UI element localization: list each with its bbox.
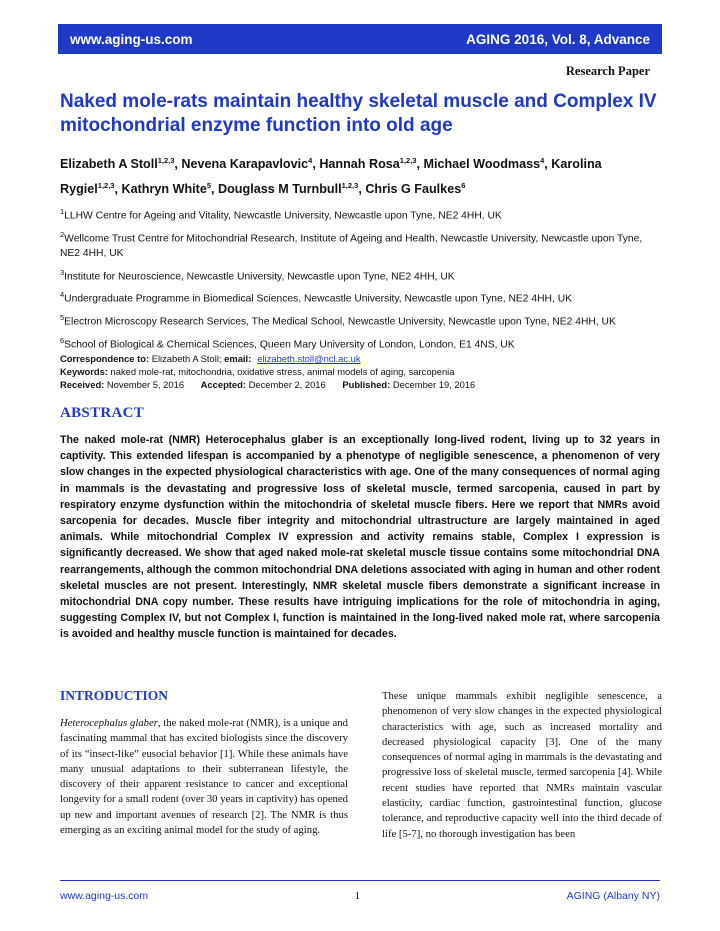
keywords-label: Keywords: bbox=[60, 366, 108, 377]
affiliation-text: Institute for Neuroscience, Newcastle University, Newcastle upon Tyne, NE2 4HH, UK bbox=[64, 271, 455, 283]
published-date: December 19, 2016 bbox=[392, 379, 476, 390]
correspondence-line bbox=[60, 352, 660, 365]
author-name: Chris G Faulkes bbox=[365, 182, 462, 197]
author-name: Elizabeth A Stoll bbox=[60, 157, 158, 172]
affiliation-item bbox=[60, 333, 660, 353]
correspondence-email-link[interactable]: elizabeth.stoll@ncl.ac.uk bbox=[257, 353, 361, 364]
header-url[interactable]: www.aging-us.com bbox=[70, 31, 193, 47]
footer-journal: AGING (Albany NY) bbox=[566, 890, 660, 902]
affiliation-text: School of Biological & Chemical Sciences, Queen Mary University of London, London, E1 4NS, UK bbox=[64, 339, 515, 351]
author-name: Michael Woodmass bbox=[423, 157, 541, 172]
keywords-text: naked mole-rat, mitochondria, oxidative stress, animal models of aging, sarcopenia bbox=[110, 366, 455, 377]
affiliation-text: Undergraduate Programme in Biomedical Sciences, Newcastle University, Newcastle upon Tyne, NE2 4HH, UK bbox=[64, 293, 572, 305]
page-number: 1 bbox=[354, 890, 361, 902]
affiliation-item bbox=[60, 310, 660, 330]
affiliation-number: 1 bbox=[60, 207, 65, 216]
author-name: Karolina Rygiel bbox=[60, 157, 602, 197]
journal-header-bar bbox=[58, 24, 662, 54]
author-affiliation-marker: 1,2,3 bbox=[399, 156, 417, 165]
affiliation-item bbox=[60, 204, 660, 224]
author-name: Douglass M Turnbull bbox=[218, 182, 342, 197]
introduction-heading: INTRODUCTION bbox=[60, 688, 169, 703]
footer-divider bbox=[60, 880, 660, 881]
author-affiliation-marker: 4 bbox=[540, 156, 545, 165]
affiliation-number: 5 bbox=[60, 313, 65, 323]
affiliation-item bbox=[60, 227, 660, 262]
paper-type-label: Research Paper bbox=[565, 64, 650, 78]
accepted-date: December 2, 2016 bbox=[248, 379, 326, 390]
affiliation-text: Electron Microscopy Research Services, The Medical School, Newcastle University, Newcastle upon Tyne, NE2 4HH, UK bbox=[64, 316, 616, 328]
affiliation-text: LLHW Centre for Ageing and Vitality, Newcastle University, Newcastle upon Tyne, NE2 4HH, UK bbox=[64, 210, 502, 222]
affiliation-number: 2 bbox=[60, 229, 65, 239]
received-label: Received: bbox=[60, 379, 105, 390]
author-affiliation-marker: 5 bbox=[206, 181, 212, 191]
affiliation-item bbox=[60, 265, 660, 285]
author-affiliation-marker: 1,2,3 bbox=[157, 156, 175, 165]
author-name: Hannah Rosa bbox=[319, 157, 400, 172]
affiliation-text: Wellcome Trust Centre for Mitochondrial Research, Institute of Ageing and Health, Newcastle University, Newcastle upon Tyne, NE2 4HH, UK bbox=[60, 233, 643, 260]
page-footer bbox=[60, 890, 660, 902]
author-affiliation-marker: 6 bbox=[461, 181, 466, 191]
affiliation-number: 6 bbox=[60, 335, 65, 345]
species-name: Heterocephalus glaber bbox=[60, 717, 158, 729]
article-meta bbox=[60, 352, 660, 391]
correspondence-label: Correspondence to: bbox=[60, 353, 150, 364]
affiliation-number: 3 bbox=[60, 267, 65, 277]
correspondence-name: Elizabeth A Stoll; bbox=[151, 353, 222, 364]
introduction-right-column: These unique mammals exhibit negligible senescence, a phenomenon of very slow changes in the expected physiological characteristics with age, such as increased mortality and decreased physiological capacity [3]. One of the many consequences of normal aging in mammals is the devastating and progressive loss of skeletal muscle, termed sarcopenia [4]. While recent studies have reported that NMRs maintain vascular elasticity, cardiac function, gastrointestinal function, glucose tolerance, and reproductive capacity well into the third decade of life [5-7], no thorough investigation has been bbox=[382, 690, 662, 840]
author-affiliation-marker: 1,2,3 bbox=[97, 181, 115, 191]
published-label: Published: bbox=[342, 379, 391, 390]
received-date: November 5, 2016 bbox=[106, 379, 185, 390]
email-label: email: bbox=[224, 353, 252, 364]
author-name: Nevena Karapavlovic bbox=[181, 157, 309, 172]
author-name: Kathryn White bbox=[121, 182, 207, 197]
affiliation-item bbox=[60, 287, 660, 307]
affiliation-list bbox=[60, 204, 660, 356]
author-list: Elizabeth A Stoll$^{1,2,3}$, Nevena Karapavlovic$^4$, Hannah Rosa$^{1,2,3}$, Michael Woodmass$^4$, Karolina Rygiel$^{1,2,3}$, Kathryn White$^5$, Douglass M Turnbull$^{1,2,3}$, Chris G Faulkes$^6$ bbox=[60, 156, 602, 197]
dates-line bbox=[60, 378, 660, 391]
abstract-heading: ABSTRACT bbox=[60, 405, 145, 421]
author-affiliation-marker: 1,2,3 bbox=[341, 181, 359, 191]
header-journal-info: AGING 2016, Vol. 8, Advance bbox=[466, 31, 650, 47]
abstract-text: The naked mole-rat (NMR) Heterocephalus glaber is an exceptionally long-lived rodent, living up to 32 years in captivity. This extended lifespan is accompanied by a phenotype of negligible senescence, a phenomenon of very slow changes in the expected physiological characteristics with age. One of the many consequences of normal aging in mammals is the devastating and progressive loss of skeletal muscle, termed sarcopenia, caused in part by respiratory enzyme dysfunction within the mitochondria of skeletal muscle fibers. Here we report that NMRs avoid sarcopenia for decades. Muscle fiber integrity and mitochondrial ultrastructure are largely maintained in aged animals. While mitochondrial Complex IV expression and activity remains stable, Complex I expression is significantly decreased. We show that aged naked mole-rat skeletal muscle tissue contains some mitochondrial DNA rearrangements, although the common mitochondrial DNA deletions associated with aging in human and other rodent skeletal muscles are not present. Interestingly, NMR skeletal muscle fibers demonstrate a significant increase in mitochondrial DNA copy number. These results have intriguing implications for the role of mitochondria in aging, suggesting Complex IV, but not Complex I, function is maintained in the long-lived naked mole rat, where sarcopenia is avoided and healthy muscle function is maintained for decades. bbox=[60, 434, 660, 641]
footer-url[interactable]: www.aging-us.com bbox=[60, 890, 149, 902]
accepted-label: Accepted: bbox=[200, 379, 246, 390]
paper-title: Naked mole-rats maintain healthy skeletal muscle and Complex IV mitochondrial enzyme function into old age bbox=[60, 91, 657, 136]
introduction-left-column bbox=[60, 716, 348, 838]
affiliation-number: 4 bbox=[60, 290, 65, 300]
author-affiliation-marker: 4 bbox=[308, 156, 313, 165]
keywords-line bbox=[60, 365, 660, 378]
introduction-left-text: , the naked mole-rat (NMR), is a unique and fascinating mammal that has excited biologists since the discovery of its “insect-like” eusocial behavior [1]. While these animals have many unusual adaptations to their subterranean lifestyle, the discovery of their apparent resistance to cancer and exceptional longevity for a small rodent (over 30 years in captivity) has opened up new and important avenues of research [2]. The NMR is thus emerging as an exciting animal model for the study of aging. bbox=[60, 717, 348, 837]
